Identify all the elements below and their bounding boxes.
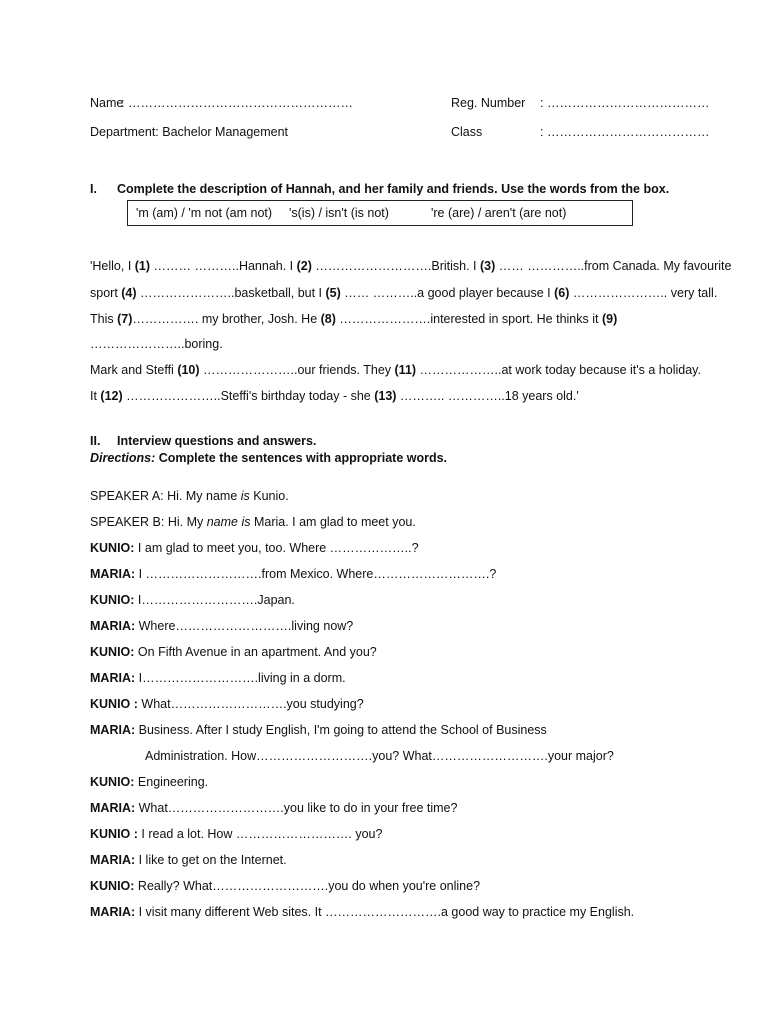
- dialogue-text: I read a lot. How ………………………. you?: [137, 827, 383, 841]
- blank-number: (6): [554, 286, 570, 300]
- dialogue-line: [90, 904, 634, 920]
- dialogue-line: [90, 670, 346, 686]
- speaker-label: SPEAKER A:: [90, 489, 164, 503]
- blank-number: (13): [374, 389, 397, 403]
- dialogue-text: Where……………………….living now?: [135, 619, 354, 633]
- dialogue-text: Really? What……………………….you do when you're online?: [134, 879, 481, 893]
- speaker-label: MARIA:: [90, 853, 136, 867]
- dialogue-text: Business. After I study English, I'm going to attend the School of Business: [135, 723, 547, 737]
- speaker-label: KUNIO:: [90, 775, 135, 789]
- blank-number: (2): [296, 259, 312, 273]
- dialogue-text: Hi. My name: [163, 489, 241, 503]
- reg-number-label: Reg. Number: [451, 96, 526, 110]
- paragraph-line: [90, 336, 223, 352]
- dialogue-text: Kunio.: [249, 489, 289, 503]
- section-2-number: II.: [90, 434, 101, 448]
- paragraph-line: [90, 388, 579, 404]
- dialogue-text: What……………………….you like to do in your free time?: [135, 801, 458, 815]
- paragraph-text: 'Hello, I: [90, 259, 135, 273]
- speaker-label: KUNIO:: [90, 645, 135, 659]
- speaker-label: KUNIO :: [90, 827, 138, 841]
- paragraph-line: [90, 362, 701, 378]
- class-label: Class: [451, 125, 483, 139]
- speaker-label: MARIA:: [90, 723, 136, 737]
- speaker-label: KUNIO :: [90, 697, 138, 711]
- paragraph-text: ……………. my brother, Josh. He: [132, 312, 321, 326]
- department-text: Department: Bachelor Management: [90, 125, 289, 139]
- directions-text: Complete the sentences with appropriate words.: [155, 451, 448, 465]
- dialogue-line: [90, 566, 496, 582]
- paragraph-text: …… ………..a good player because I: [340, 286, 555, 300]
- dialogue-line: [90, 592, 295, 608]
- dialogue-line: [90, 826, 382, 842]
- paragraph-text: sport: [90, 286, 122, 300]
- speaker-label: MARIA:: [90, 801, 136, 815]
- word-box-item-1: 'm (am) / 'm not (am not): [136, 206, 273, 220]
- section-1-number: I.: [90, 182, 97, 196]
- paragraph-text: This: [90, 312, 118, 326]
- blank-number: (8): [320, 312, 336, 326]
- paragraph-line: [90, 258, 731, 274]
- paragraph-text: ………………….. very tall.: [569, 286, 718, 300]
- dialogue-line: [90, 514, 416, 530]
- name-field: : ………………………………………………: [121, 96, 353, 110]
- dialogue-line: [90, 722, 547, 738]
- paragraph-text: ……….. …………..18 years old.': [396, 389, 579, 403]
- dialogue-line: [90, 644, 377, 660]
- dialogue-line: [90, 852, 287, 868]
- paragraph-text: ……………………….British. I: [311, 259, 480, 273]
- dialogue-text: Maria. I am glad to meet you.: [250, 515, 416, 529]
- speaker-label: MARIA:: [90, 905, 136, 919]
- blank-number: (7): [117, 312, 133, 326]
- paragraph-text: …………………..Steffi's birthday today - she: [122, 389, 375, 403]
- dialogue-line: [90, 774, 208, 790]
- speaker-label: KUNIO:: [90, 541, 135, 555]
- paragraph-text: …… …………..from Canada. My favourite: [495, 259, 732, 273]
- class-field: : …………………………………: [540, 125, 710, 139]
- dialogue-line: [145, 748, 614, 764]
- speaker-label: KUNIO:: [90, 879, 135, 893]
- dialogue-text: Engineering.: [134, 775, 209, 789]
- dialogue-text: I ……………………….from Mexico. Where……………………….?: [135, 567, 497, 581]
- dialogue-line: [90, 878, 480, 894]
- blank-number: (9): [601, 312, 618, 326]
- blank-number: (10): [177, 363, 200, 377]
- name-label: Name: [90, 96, 124, 110]
- dialogue-text: I……………………….Japan.: [134, 593, 295, 607]
- dialogue-line: [90, 696, 364, 712]
- paragraph-text: …………………..our friends. They: [199, 363, 395, 377]
- dialogue-text: I am glad to meet you, too. Where ………………..?: [134, 541, 419, 555]
- directions-label: Directions:: [90, 451, 156, 465]
- blank-number: (1): [134, 259, 151, 273]
- dialogue-text: On Fifth Avenue in an apartment. And you?: [134, 645, 377, 659]
- dialogue-text: Hi. My: [164, 515, 207, 529]
- dialogue-text: Administration. How……………………….you? What……………………….your major?: [145, 749, 614, 763]
- dialogue-line: [90, 800, 457, 816]
- blank-number: (4): [121, 286, 137, 300]
- paragraph-text: Mark and Steffi: [90, 363, 178, 377]
- paragraph-text: ……… ………..Hannah. I: [150, 259, 297, 273]
- word-box: [127, 200, 633, 226]
- blank-number: (12): [100, 389, 123, 403]
- blank-number: (11): [394, 363, 417, 377]
- section-2-title: Interview questions and answers.: [117, 434, 317, 448]
- dialogue-line: [90, 618, 353, 634]
- word-box-item-3: 're (are) / aren't (are not): [431, 206, 567, 220]
- paragraph-text: …………………..boring.: [90, 337, 223, 351]
- dialogue-emphasis: name is: [206, 515, 251, 529]
- paragraph-text: …………………..basketball, but I: [136, 286, 326, 300]
- paragraph-text: ………………..at work today because it's a holiday.: [416, 363, 701, 377]
- paragraph-line: [90, 311, 617, 327]
- speaker-label: KUNIO:: [90, 593, 135, 607]
- dialogue-line: [90, 488, 289, 504]
- dialogue-text: What……………………….you studying?: [137, 697, 364, 711]
- section-2-directions: [90, 450, 447, 466]
- word-box-item-2: 's(is) / isn't (is not): [289, 206, 389, 220]
- dialogue-text: I……………………….living in a dorm.: [135, 671, 346, 685]
- speaker-label: MARIA:: [90, 619, 136, 633]
- dialogue-text: I like to get on the Internet.: [135, 853, 287, 867]
- dialogue-text: I visit many different Web sites. It ……………………….a good way to practice my English.: [135, 905, 635, 919]
- paragraph-text: It: [90, 389, 101, 403]
- reg-number-field: : …………………………………: [540, 96, 710, 110]
- paragraph-text: ………………….interested in sport. He thinks it: [335, 312, 602, 326]
- blank-number: (3): [479, 259, 496, 273]
- section-1-title: Complete the description of Hannah, and her family and friends. Use the words from the box.: [117, 182, 670, 196]
- speaker-label: SPEAKER B:: [90, 515, 165, 529]
- paragraph-line: [90, 285, 717, 301]
- speaker-label: MARIA:: [90, 567, 136, 581]
- blank-number: (5): [325, 286, 341, 300]
- dialogue-emphasis: is: [240, 489, 250, 503]
- speaker-label: MARIA:: [90, 671, 136, 685]
- dialogue-line: [90, 540, 419, 556]
